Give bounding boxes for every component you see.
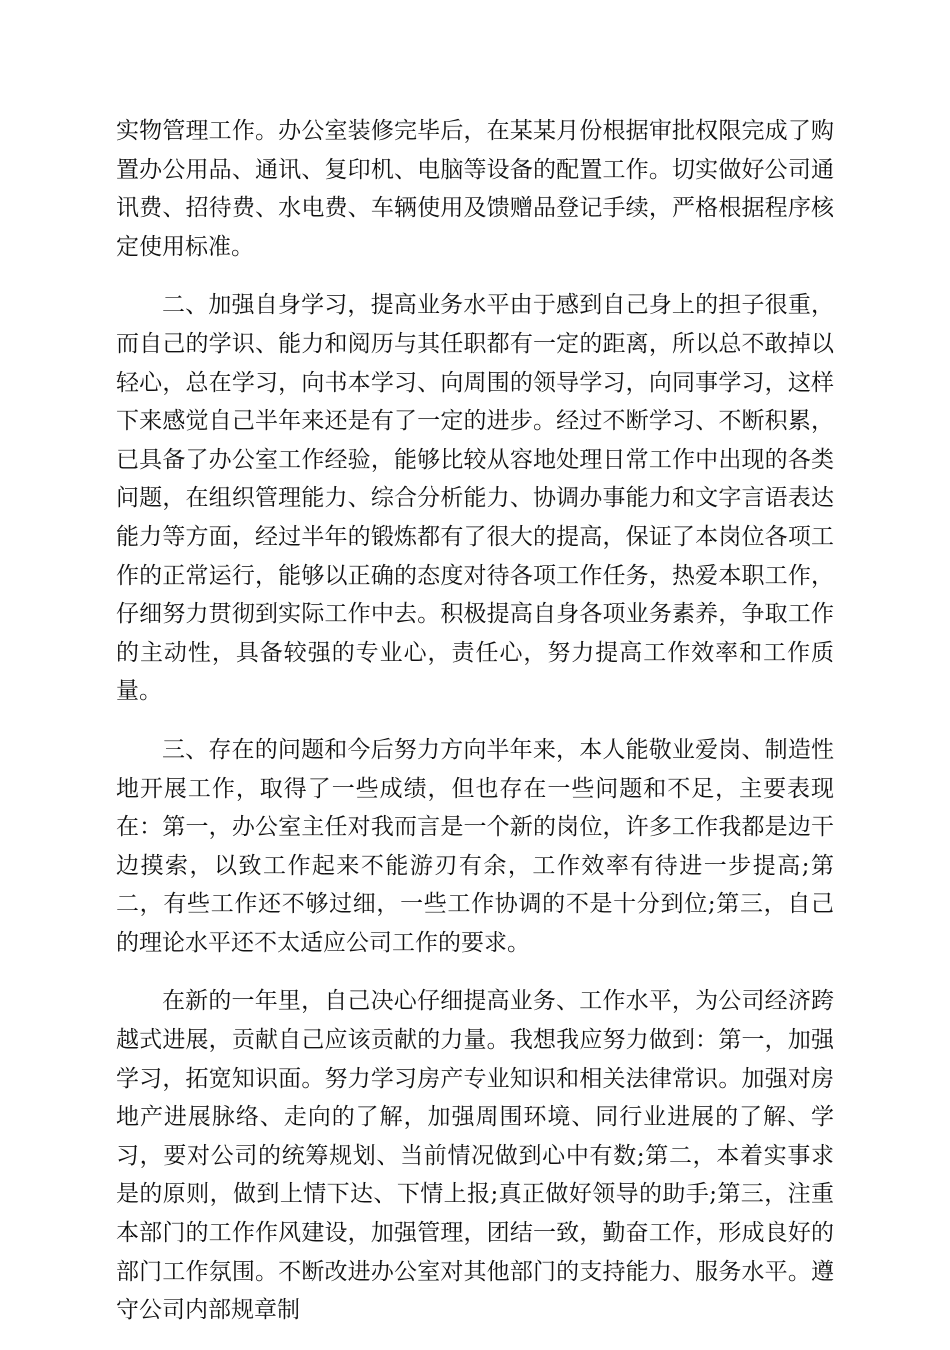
- document-body: [116, 112, 834, 1350]
- paragraph-asset-management: 实物管理工作。办公室装修完毕后，在某某月份根据审批权限完成了购置办公用品、通讯、复印机、电脑等设备的配置工作。切实做好公司通讯费、招待费、水电费、车辆使用及馈赠品登记手续，严格根据程序核定使用标准。: [116, 118, 834, 260]
- paragraph-problems-and-direction: 三、存在的问题和今后努力方向半年来，本人能敬业爱岗、制造性地开展工作，取得了一些成绩，但也存在一些问题和不足，主要表现在：第一，办公室主任对我而言是一个新的岗位，许多工作我都是边干边摸索，以致工作起来不能游刃有余，工作效率有待进一步提高;第二，有些工作还不够过细，一些工作协调的不是十分到位;第三，自己的理论水平还不太适应公司工作的要求。: [116, 736, 834, 956]
- paragraph-new-year-plan: 在新的一年里，自己决心仔细提高业务、工作水平，为公司经济跨越式进展，贡献自己应该贡献的力量。我想我应努力做到：第一，加强学习，拓宽知识面。努力学习房产专业知识和相关法律常识。加强对房地产进展脉络、走向的了解，加强周围环境、同行业进展的了解、学习，要对公司的统筹规划、当前情况做到心中有数;第二，本着实事求是的原则，做到上情下达、下情上报;真正做好领导的助手;第三，注重本部门的工作作风建设，加强管理，团结一致，勤奋工作，形成良好的部门工作氛围。不断改进办公室对其他部门的支持能力、服务水平。遵守公司内部规章制: [116, 988, 834, 1324]
- paragraph-self-study: 二、加强自身学习，提高业务水平由于感到自己身上的担子很重，而自己的学识、能力和阅历与其任职都有一定的距离，所以总不敢掉以轻心，总在学习，向书本学习、向周围的领导学习，向同事学习，这样下来感觉自己半年来还是有了一定的进步。经过不断学习、不断积累，已具备了办公室工作经验，能够比较从容地处理日常工作中出现的各类问题，在组织管理能力、综合分析能力、协调办事能力和文字言语表达能力等方面，经过半年的锻炼都有了很大的提高，保证了本岗位各项工作的正常运行，能够以正确的态度对待各项工作任务，热爱本职工作，仔细努力贯彻到实际工作中去。积极提高自身各项业务素养，争取工作的主动性，具备较强的专业心，责任心，努力提高工作效率和工作质量。: [116, 292, 834, 705]
